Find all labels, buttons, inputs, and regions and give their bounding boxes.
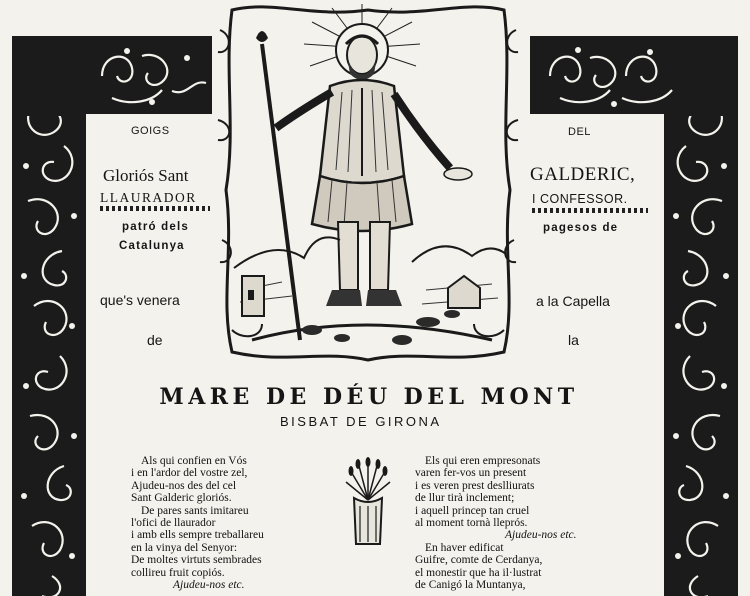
ornamental-border-top-left	[12, 36, 214, 116]
page-title: MARE DE DÉU DEL MONT	[159, 384, 579, 410]
verse-line: collireu fruit copiós.	[131, 566, 225, 579]
verse-line: i es veren prest deslliurats	[415, 479, 535, 492]
bisbat-subtitle: BISBAT DE GIRONA	[280, 414, 442, 429]
verse-line: De pares sants imitareu	[141, 504, 249, 517]
ornamental-rule-right	[532, 208, 648, 213]
verse-line: el monestir que ha il·lustrat	[415, 566, 542, 579]
verse-line: Sant Galderic gloriós.	[131, 492, 232, 505]
verse-line: en la vinya del Senyor:	[131, 541, 238, 554]
verse-line: i amb ells sempre treballareu	[131, 529, 264, 542]
refrain-line: Ajudeu-nos etc.	[505, 529, 577, 542]
verse-column-left	[131, 455, 264, 591]
verse-line: Ajudeu-nos des del cel	[131, 479, 237, 492]
i-confessor-label: I CONFESSOR.	[532, 192, 628, 206]
verse-line: Als qui confien en Vós	[141, 455, 247, 467]
verse-column-right	[415, 455, 577, 591]
verse-line: i en l'ardor del vostre zel,	[131, 467, 248, 480]
scroll-pattern-top-left	[12, 36, 214, 116]
de-label: de	[147, 332, 163, 348]
verse-line: Guifre, comte de Cerdanya,	[415, 554, 543, 567]
ornamental-border-right	[662, 36, 738, 596]
refrain-line: Ajudeu-nos etc.	[173, 579, 245, 592]
glorios-sant-label: Gloriós Sant	[103, 166, 189, 185]
verse-line: varen fer-vos un present	[415, 467, 527, 480]
verse-line: de llur tirà inclement;	[415, 492, 515, 505]
que-es-venera-label: que's venera	[100, 292, 180, 308]
saint-figure-illustration	[212, 0, 524, 370]
ornamental-border-left	[12, 36, 88, 596]
verse-line: l'ofici de llaurador	[131, 517, 216, 530]
verse-line: de Canigó la Muntanya,	[415, 579, 526, 592]
verse-line: al moment tornà lleprós.	[415, 517, 528, 530]
verse-line: De moltes virtuts sembrades	[131, 554, 262, 567]
scroll-pattern-top-right	[530, 36, 738, 116]
verse-line: i aquell princep tan cruel	[415, 504, 530, 517]
ornamental-border-top-right	[530, 36, 738, 116]
catalunya-label: Catalunya	[119, 240, 185, 252]
wheat-vase-icon	[344, 456, 392, 546]
saint-woodcut	[212, 0, 524, 370]
pagesos-de-label: pagesos de	[543, 222, 619, 234]
goigs-label: GOIGS	[131, 125, 170, 137]
del-label: DEL	[568, 126, 591, 138]
ornamental-rule-left	[100, 206, 210, 211]
scroll-pattern-right	[662, 36, 738, 596]
scroll-pattern-left	[12, 36, 88, 596]
verse-line: En haver edificat	[425, 541, 504, 554]
verse-line: Els qui eren empresonats	[425, 455, 541, 467]
patro-dels-label: patró dels	[122, 221, 189, 233]
galderic-label: GALDERIC,	[530, 164, 636, 185]
la-label: la	[568, 332, 579, 348]
llaurador-label: LLAURADOR	[100, 190, 197, 205]
a-la-capella-label: a la Capella	[536, 293, 610, 309]
